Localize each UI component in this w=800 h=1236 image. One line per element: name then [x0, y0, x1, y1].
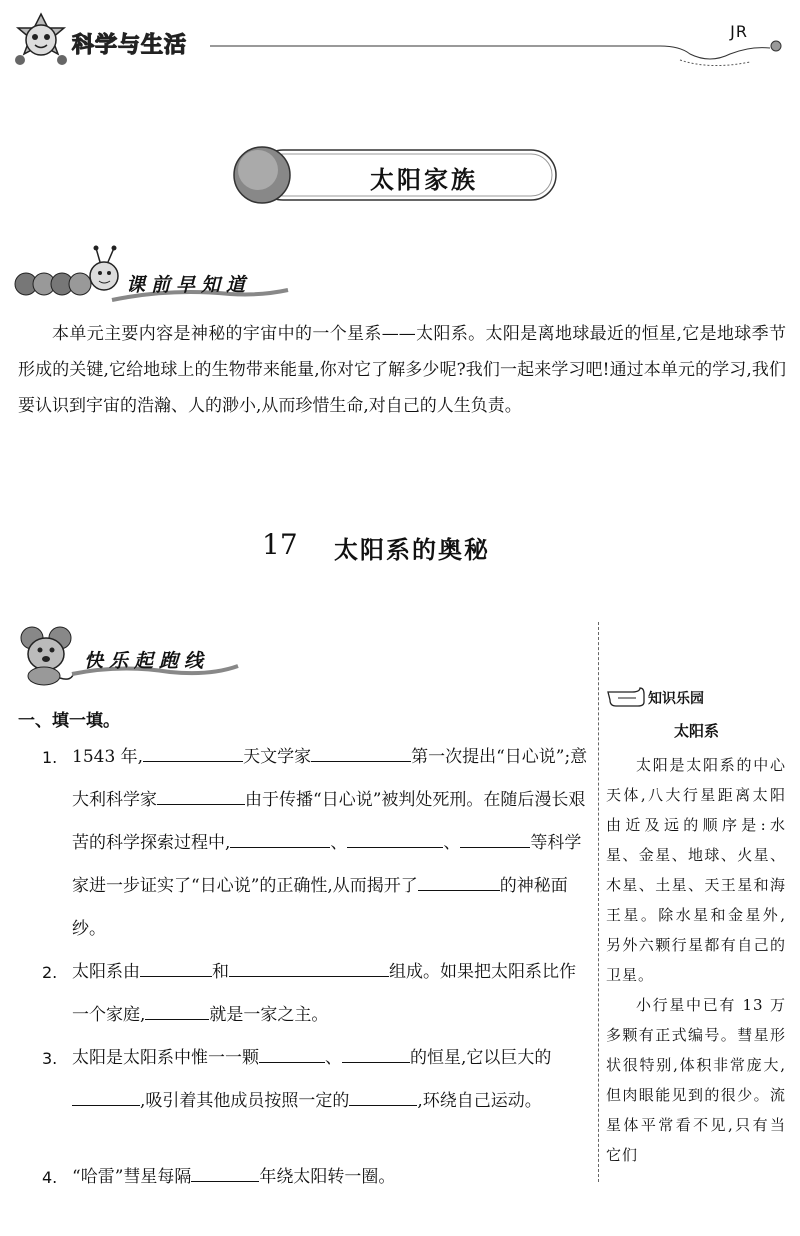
pointing-hand-icon	[606, 684, 648, 708]
question-text: 、	[330, 833, 348, 853]
question-number: 4.	[42, 1168, 58, 1187]
answer-blank[interactable]	[460, 829, 530, 848]
question-2	[42, 951, 590, 1037]
question-text: 年绕太阳转一圈。	[259, 1167, 396, 1187]
answer-blank[interactable]	[230, 829, 330, 848]
answer-blank[interactable]	[191, 1163, 259, 1182]
mascot-logo-icon	[8, 10, 74, 72]
question-text: 的恒星,它以巨大的	[410, 1048, 552, 1068]
answer-blank[interactable]	[229, 958, 389, 977]
question-text: 组成。如果把太阳系比作一个家庭,	[72, 962, 576, 1025]
question-text: “哈雷”彗星每隔	[72, 1167, 192, 1187]
answer-blank[interactable]	[342, 1044, 410, 1063]
question-text: 、	[325, 1048, 342, 1068]
part-heading: 一、填一填。	[18, 711, 120, 731]
answer-blank[interactable]	[145, 1001, 209, 1020]
unit-title: 太阳家族	[370, 165, 478, 194]
answer-blank[interactable]	[157, 786, 245, 805]
warmup-label: 快乐起跑线	[84, 650, 210, 672]
answer-blank[interactable]	[143, 743, 243, 762]
answer-blank[interactable]	[311, 743, 411, 762]
question-text: 就是一家之主。	[209, 1005, 329, 1025]
preview-text: 本单元主要内容是神秘的宇宙中的一个星系——太阳系。太阳是离地球最近的恒星,它是地球季节形成的关键,它给地球上的生物带来能量,你对它了解多少呢?我们一起来学习吧!通过本单元的学习,我们要认识到宇宙的浩瀚、人的渺小,从而珍惜生命,对自己的人生负责。	[18, 324, 786, 416]
lesson-title: 太阳系的奥秘	[334, 535, 490, 564]
sidebar-body	[606, 750, 786, 1170]
answer-blank[interactable]	[140, 958, 212, 977]
header-rule	[210, 40, 790, 70]
preview-label: 课前早知道	[126, 274, 252, 296]
answer-blank[interactable]	[347, 829, 443, 848]
question-text: 和	[212, 962, 229, 982]
question-4	[42, 1156, 590, 1199]
mouse-icon	[14, 624, 78, 686]
question-number: 2.	[42, 963, 58, 982]
sidebar-paragraph: 太阳是太阳系的中心天体,八大行星距离太阳由近及远的顺序是:水星、金星、地球、火星、木星、土星、天王星和海王星。除水星和金星外,另外六颗行星都有自己的卫星。	[606, 756, 786, 984]
question-text: 、	[443, 833, 461, 853]
question-text: 第一次提出“日心说”;意大利科学家	[72, 747, 588, 810]
sidebar-title: 知识乐园	[648, 691, 704, 707]
answer-blank[interactable]	[418, 872, 500, 891]
question-text: 1543 年,	[72, 747, 144, 767]
question-text: 由于传播“日心说”被判处死刑。在随后漫长艰苦的科学探索过程中,	[72, 790, 586, 853]
answer-blank[interactable]	[72, 1087, 140, 1106]
column-divider	[598, 622, 599, 1182]
question-text: 天文学家	[243, 747, 312, 767]
question-1	[42, 736, 590, 951]
answer-blank[interactable]	[349, 1087, 417, 1106]
question-text: 太阳系由	[72, 962, 140, 982]
question-number: 1.	[42, 748, 58, 767]
question-text: 等科学家进一步证实了“日心说”的正确性,从而揭开了	[72, 833, 582, 896]
question-text: 太阳是太阳系中惟一一颗	[72, 1048, 259, 1068]
sidebar-subtitle: 太阳系	[674, 722, 720, 740]
question-text: 的神秘面纱。	[72, 876, 568, 939]
question-3	[42, 1037, 590, 1123]
question-text: ,环绕自己运动。	[417, 1091, 542, 1111]
question-text: ,吸引着其他成员按照一定的	[140, 1091, 350, 1111]
lesson-number: 17	[262, 528, 298, 561]
question-number: 3.	[42, 1049, 58, 1068]
sidebar-paragraph: 小行星中已有 13 万多颗有正式编号。彗星形状很特别,体积非常庞大,但肉眼能见到的很少。流星体平常看不见,只有当它们	[606, 996, 786, 1164]
answer-blank[interactable]	[259, 1044, 325, 1063]
page-code: JR	[730, 22, 748, 41]
series-title: 科学与生活	[72, 33, 188, 58]
